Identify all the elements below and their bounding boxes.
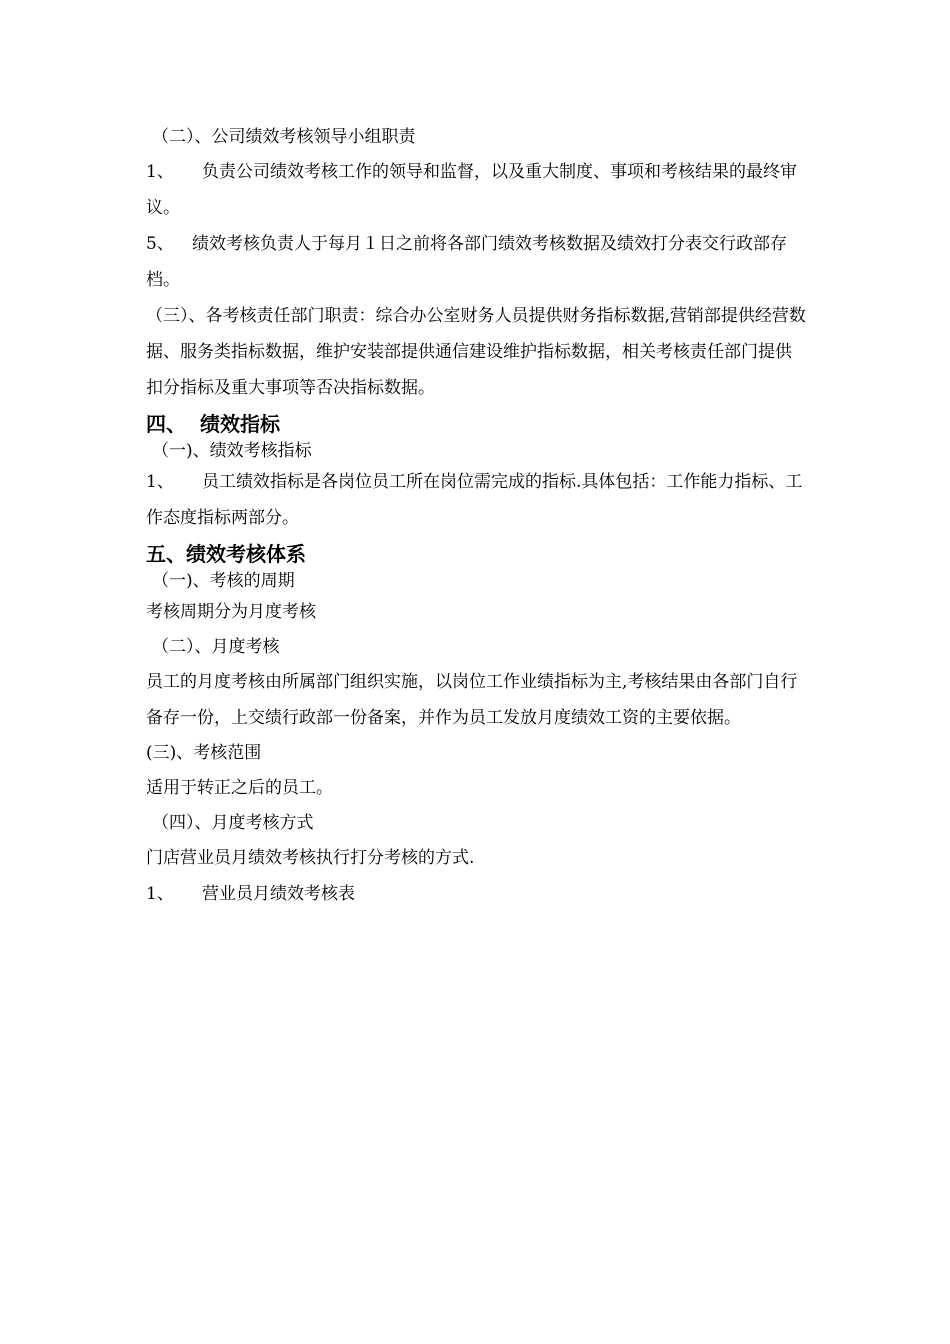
- paragraph-monthly: 员工的月度考核由所属部门组织实施，以岗位工作业绩指标为主,考核结果由各部门自行备存一份，上交绩行政部一份备案，并作为员工发放月度绩效工资的主要依据。: [146, 672, 798, 728]
- paragraph-text: 员工绩效指标是各岗位员工所在岗位需完成的指标.具体包括：工作能力指标、工作态度指标两部分。: [146, 472, 803, 528]
- paragraph-employee-indicators: [146, 464, 808, 536]
- section-heading-method: （四）、月度考核方式: [152, 813, 314, 833]
- paragraph-method: 门店营业员月绩效考核执行打分考核的方式.: [146, 848, 475, 868]
- section-heading-cycle: （一)、考核的周期: [152, 571, 295, 591]
- document-page: [146, 120, 808, 912]
- heading-number: 四、: [146, 412, 186, 436]
- paragraph-text: 绩效考核负责人于每月１日之前将各部门绩效考核数据及绩效打分表交行政部存档。: [146, 234, 787, 290]
- paragraph-leadership-duty-5: [146, 226, 808, 298]
- heading-text: 绩效指标: [200, 412, 280, 436]
- paragraph-cycle: 考核周期分为月度考核: [146, 602, 316, 622]
- item-number: 1、: [146, 884, 174, 904]
- paragraph-text: 负责公司绩效考核工作的领导和监督，以及重大制度、事项和考核结果的最终审议。: [146, 162, 797, 218]
- item-number: 1、: [146, 472, 174, 492]
- section-heading-indicators: （一)、绩效考核指标: [152, 441, 312, 461]
- paragraph-leadership-duty-1: [146, 154, 808, 226]
- section-heading-scope: (三)、考核范围: [146, 743, 262, 763]
- item-number: 1、: [146, 162, 174, 182]
- paragraph-sales-table: [146, 876, 808, 912]
- item-number: 5、: [146, 234, 174, 254]
- heading-performance-indicators: [146, 410, 808, 438]
- section-heading-monthly: （二）、月度考核: [152, 637, 280, 657]
- paragraph-scope: 适用于转正之后的员工。: [146, 778, 333, 798]
- heading-assessment-system: 五、绩效考核体系: [146, 542, 306, 566]
- paragraph-department-duties: （三）、各考核责任部门职责：综合办公室财务人员提供财务指标数据,营销部提供经营数据、服务类指标数据，维护安装部提供通信建设维护指标数据，相关考核责任部门提供扣分指标及重大事项等否决指标数据。: [146, 306, 806, 398]
- section-heading-leadership-duties: （二）、公司绩效考核领导小组职责: [152, 127, 416, 147]
- paragraph-text: 营业员月绩效考核表: [202, 884, 355, 904]
